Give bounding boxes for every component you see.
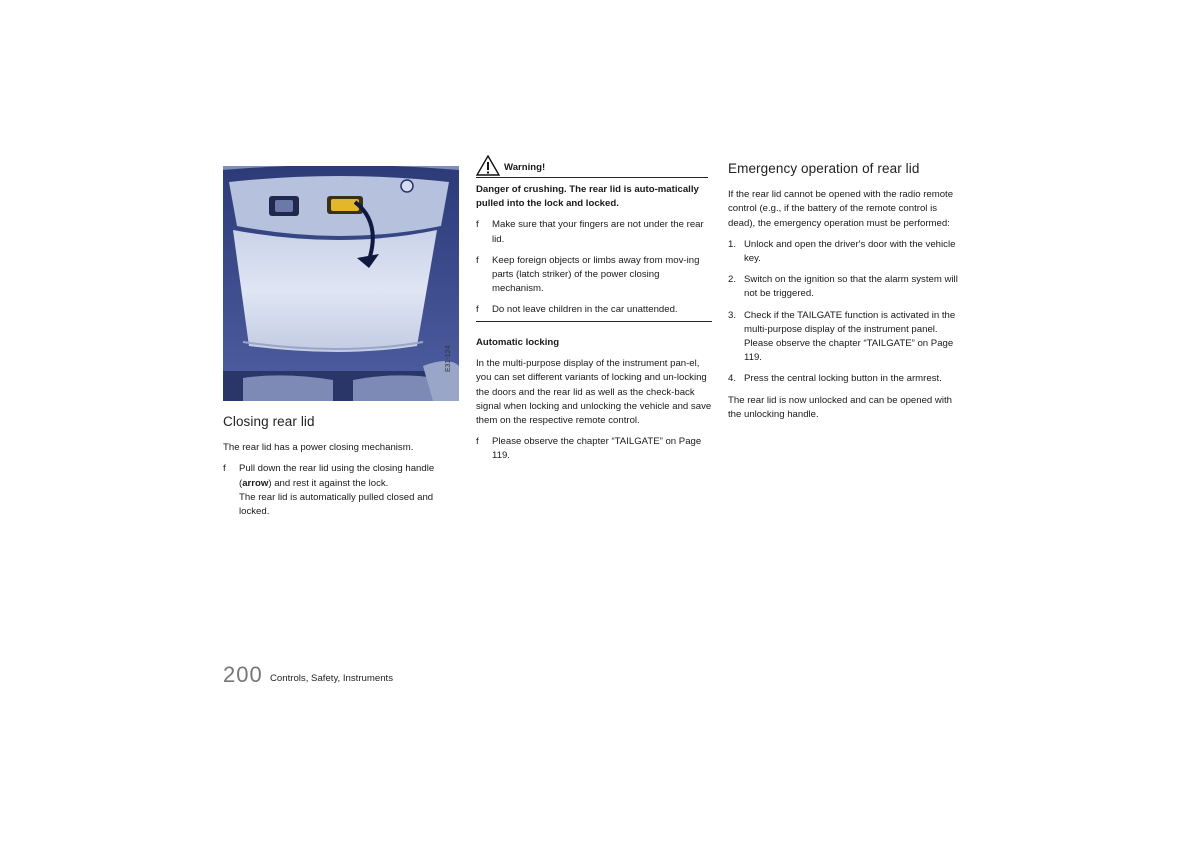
reference-text: Please observe the chapter “TAILGATE” on Page 119. <box>492 436 702 462</box>
step-text: Check if the TAILGATE function is activated in the multi-purpose display of the instrument panel. <box>744 309 956 335</box>
warning-lead: Danger of crushing. The rear lid is auto-matically pulled into the lock and locked. <box>476 184 699 210</box>
section-title-closing-rear-lid: Closing rear lid <box>223 414 315 429</box>
bullet-marker: f <box>476 254 479 266</box>
step-follow-text: Please observe the chapter “TAILGATE” on Page 119. <box>744 338 954 364</box>
list-item <box>728 273 964 301</box>
bullet-text-pre: Pull down the rear lid using the closing handle ( <box>239 463 435 489</box>
list-item <box>728 372 964 386</box>
middle-column-warning <box>476 183 712 318</box>
middle-column-locking <box>476 336 712 464</box>
step-text: Unlock and open the driver's door with the vehicle key. <box>744 238 956 265</box>
warning-bullet-text: Make sure that your fingers are not under the rear lid. <box>492 219 704 245</box>
step-text: Switch on the ignition so that the alarm system will not be triggered. <box>744 274 958 300</box>
emergency-outro: The rear lid is now unlocked and can be opened with the unlocking handle. <box>728 394 952 420</box>
list-item <box>223 462 459 519</box>
right-column <box>728 162 964 422</box>
step-number: 3. <box>728 309 737 321</box>
section-title-emergency-operation: Emergency operation of rear lid <box>728 161 920 176</box>
page-number: 200 <box>223 662 263 687</box>
warning-label: Warning! <box>504 162 546 173</box>
figure-code: E31-124 <box>445 345 452 372</box>
list-item <box>476 254 712 297</box>
emergency-intro: If the rear lid cannot be opened with the radio remote control (e.g., if the battery of the remote control is dead), the emergency operation must be performed: <box>728 189 954 229</box>
step-number: 4. <box>728 373 737 385</box>
subheading-automatic-locking: Automatic locking <box>476 337 560 348</box>
bullet-marker: f <box>476 219 479 231</box>
step-text: Press the central locking button in the armrest. <box>744 373 942 385</box>
step-number: 1. <box>728 238 737 250</box>
bullet-marker: f <box>223 463 226 475</box>
bullet-marker: f <box>476 436 479 448</box>
list-item <box>476 303 712 317</box>
bullet-text-bold: arrow <box>242 477 269 489</box>
closing-intro: The rear lid has a power closing mechanism. <box>223 442 414 454</box>
list-item <box>476 435 712 463</box>
warning-bullet-text: Do not leave children in the car unattended. <box>492 304 678 316</box>
warning-header <box>476 155 708 178</box>
list-item <box>728 309 964 366</box>
list-item <box>476 218 712 246</box>
step-number: 2. <box>728 274 737 286</box>
section-label: Controls, Safety, Instruments <box>270 673 393 684</box>
bullet-marker: f <box>476 304 479 316</box>
rear-lid-illustration <box>223 166 459 401</box>
bullet-text-post: ) and rest it against the lock. <box>268 477 389 489</box>
bullet-follow-text: The rear lid is automatically pulled closed and locked. <box>239 491 434 518</box>
warning-triangle-icon <box>476 155 500 181</box>
left-column <box>223 415 459 519</box>
automatic-locking-body: In the multi-purpose display of the instrument pan-el, you can set different variants of locking and un-locking the doors and the rear lid as well as the check-back signal when locking and unlocking the vehicle and save them on the respective remote control. <box>476 358 712 427</box>
warning-bullet-text: Keep foreign objects or limbs away from mov-ing parts (latch striker) of the power closing mechanism. <box>492 254 700 295</box>
divider <box>476 321 712 322</box>
list-item <box>728 238 964 266</box>
